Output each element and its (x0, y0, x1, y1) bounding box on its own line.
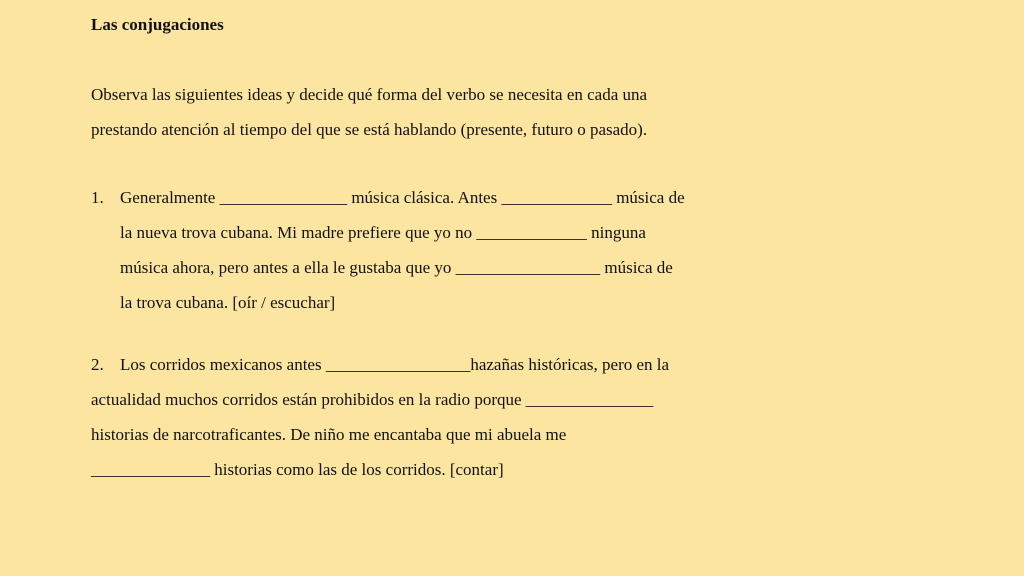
item-1-line-1: Generalmente _______________ música clásica. Antes _____________ música de (120, 188, 685, 207)
page-title: Las conjugaciones (91, 15, 224, 34)
item-1-line-4: la trova cubana. [oír / escuchar] (120, 293, 336, 312)
instructions-line-2: prestando atención al tiempo del que se está hablando (presente, futuro o pasado). (91, 120, 648, 139)
instructions-line-1: Observa las siguientes ideas y decide qué forma del verbo se necesita en cada una (91, 85, 648, 104)
item-2-line-1: Los corridos mexicanos antes _________________hazañas históricas, pero en la (120, 355, 670, 374)
item-number: 2. (91, 355, 104, 374)
item-2-line-4: ______________ historias como las de los corridos. [contar] (91, 460, 504, 479)
item-1-line-2: la nueva trova cubana. Mi madre prefiere que yo no _____________ ninguna (120, 223, 646, 242)
item-1-line-3: música ahora, pero antes a ella le gustaba que yo _________________ música de (120, 258, 673, 277)
item-2-line-3: historias de narcotraficantes. De niño me encantaba que mi abuela me (91, 425, 567, 444)
item-number: 1. (91, 188, 104, 207)
item-2-line-2: actualidad muchos corridos están prohibidos en la radio porque _______________ (91, 390, 654, 409)
